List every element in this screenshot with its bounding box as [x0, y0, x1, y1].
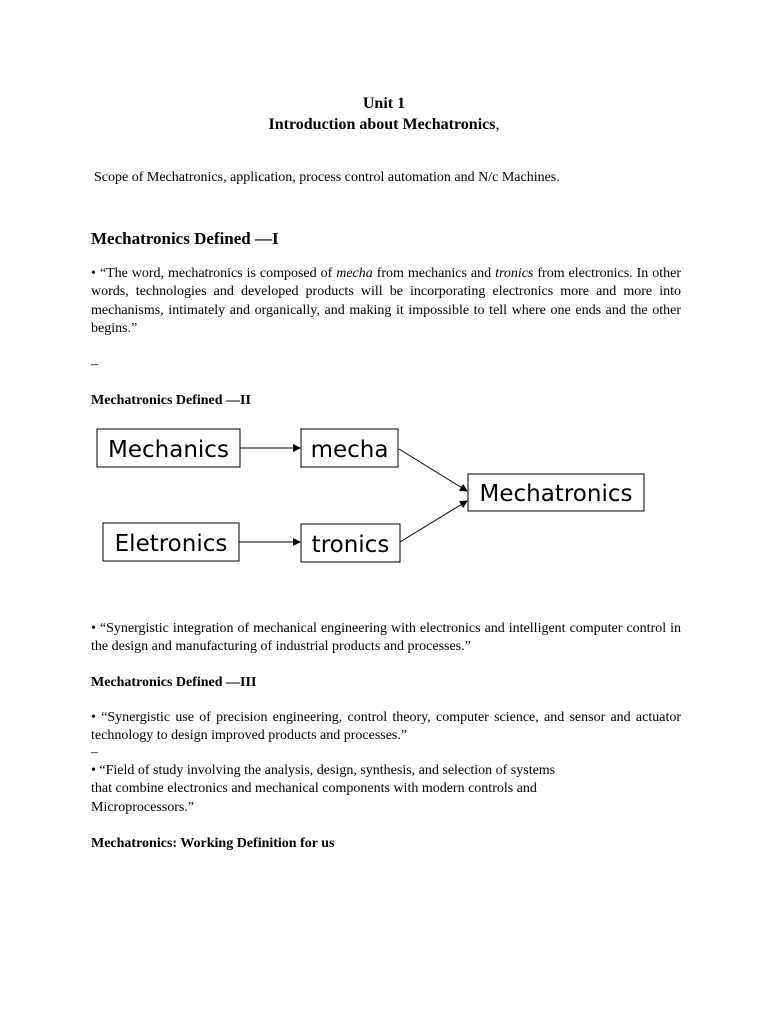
mechatronics-diagram: [0, 418, 768, 578]
section-heading-defined-2: Mechatronics Defined —II: [91, 393, 251, 408]
box-mecha-label: mecha: [310, 437, 389, 463]
definition-1-mecha: mecha: [336, 266, 373, 281]
section-heading-defined-3: Mechatronics Defined —III: [91, 675, 257, 690]
separator-dash-1: –: [91, 357, 98, 372]
definition-3-paragraph: • “Synergistic use of precision engineering, control theory, computer science, and sensor and actuator technology to design improved products and processes.”: [91, 710, 681, 744]
box-tronics: [301, 524, 400, 562]
box-mechanics-label: Mechanics: [108, 437, 229, 463]
section-heading-working-definition: Mechatronics: Working Definition for us: [91, 836, 335, 851]
page-title-text: Introduction about Mechatronics: [268, 116, 496, 133]
definition-4-line-2: that combine electronics and mechanical components with modern controls and: [91, 781, 537, 797]
title-block: [0, 93, 768, 135]
box-mechatronics: [468, 474, 644, 511]
definition-1-mid: from mechanics and: [372, 266, 496, 281]
definition-4-line-1: • “Field of study involving the analysis, design, synthesis, and selection of systems: [91, 763, 556, 778]
definition-1-tronics: tronics: [495, 266, 534, 281]
definition-1-prefix: • “The word, mechatronics is composed of: [91, 266, 337, 281]
box-mechanics: [97, 429, 240, 467]
page-title: [0, 114, 768, 135]
page-title-suffix: ,: [495, 116, 500, 133]
unit-label: Unit 1: [362, 95, 406, 112]
scope-text: Scope of Mechatronics, application, process control automation and N/c Machines.: [94, 170, 560, 185]
section-heading-defined-1: Mechatronics Defined —I: [91, 229, 279, 248]
box-electronics-label: Eletronics: [114, 531, 228, 557]
separator-dash-2: –: [91, 745, 98, 760]
definition-4-paragraph: [91, 762, 681, 817]
definition-1-suffix: from electronics. In other words, technologies and developed products will be incorporating electronics more and more into mechanisms, intimately and organically, and making it impossible to tell where one ends and the other begins.”: [91, 266, 682, 336]
definition-1-paragraph: [91, 265, 681, 338]
box-electronics: [103, 523, 239, 561]
box-mecha: [301, 429, 398, 467]
box-tronics-label: tronics: [311, 532, 390, 558]
box-mechatronics-label: Mechatronics: [479, 481, 633, 507]
definition-2-paragraph: • “Synergistic integration of mechanical engineering with electronics and intelligent computer control in the design and manufacturing of industrial products and processes.”: [91, 621, 681, 655]
arrow-tronics-to-mechatronics: [400, 501, 467, 542]
arrow-mecha-to-mechatronics: [399, 449, 467, 491]
definition-4-line-3: Microprocessors.”: [91, 799, 195, 815]
